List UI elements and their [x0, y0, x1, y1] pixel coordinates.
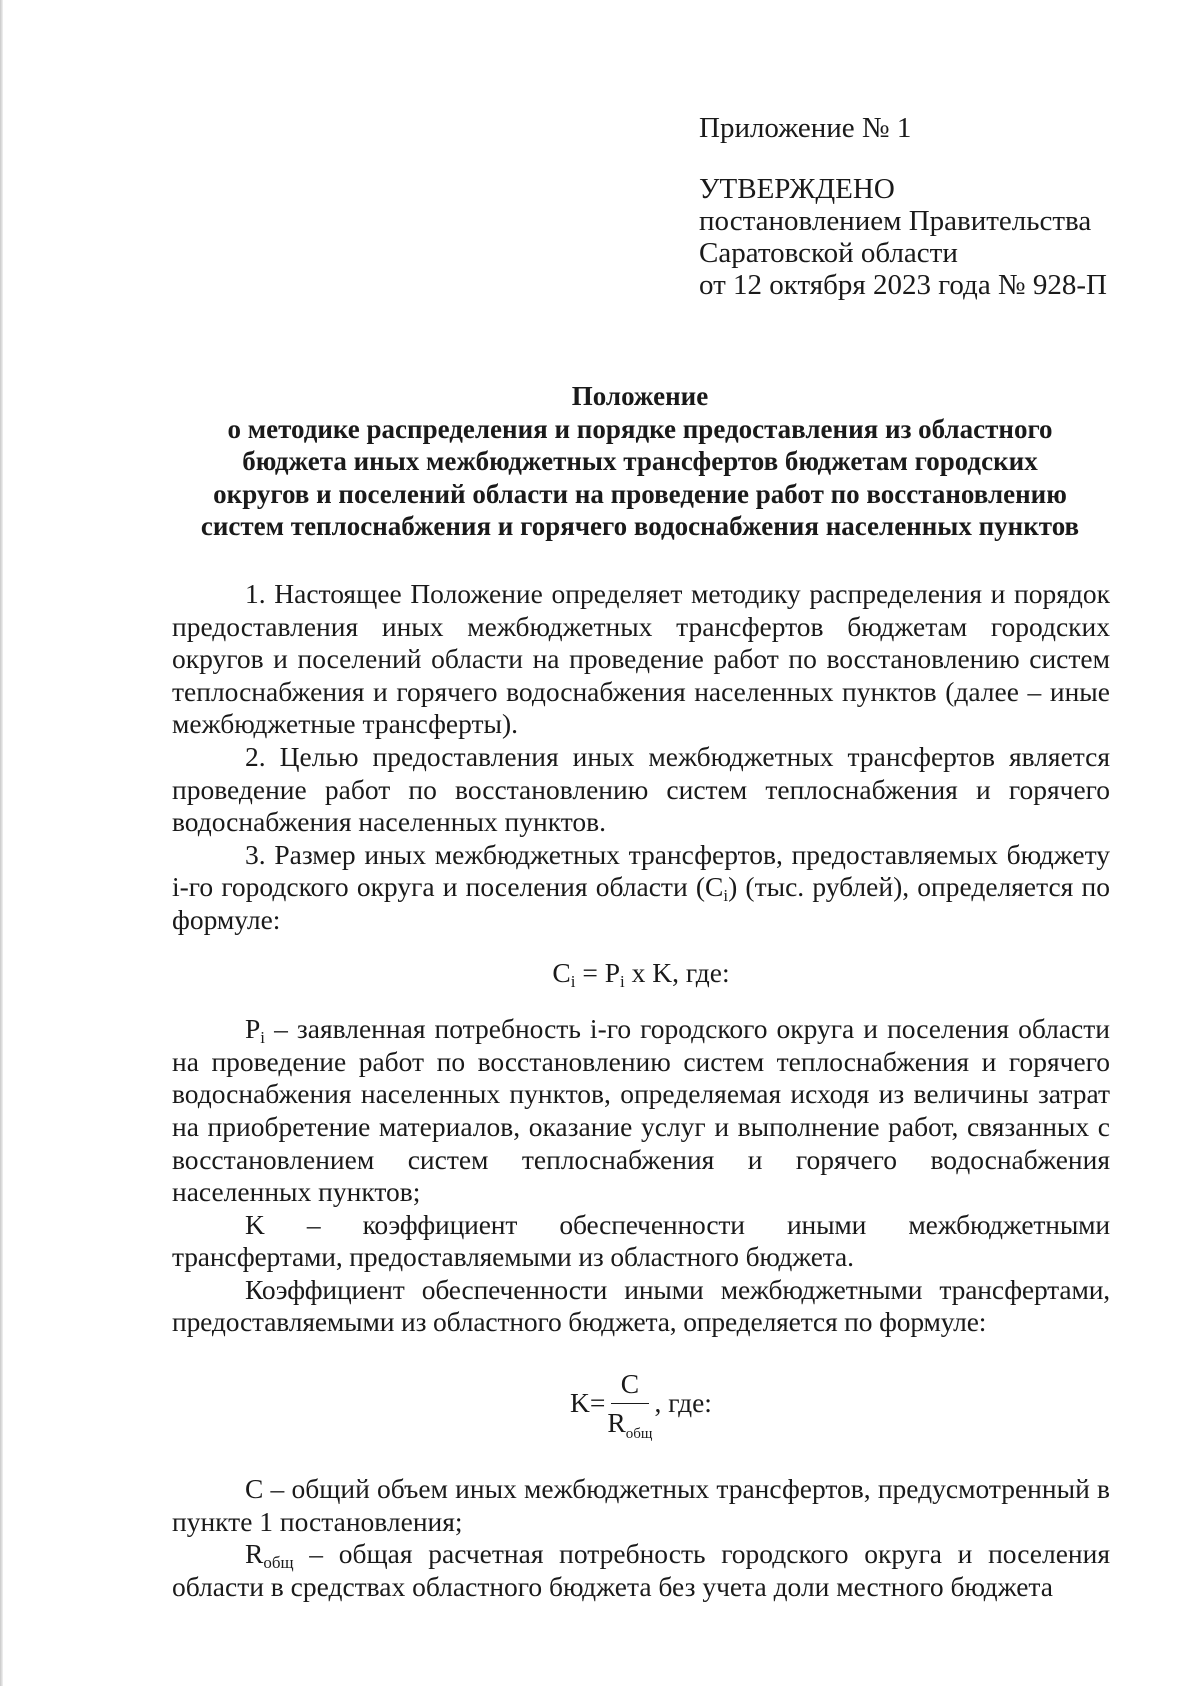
- paragraph-coefficient: Коэффициент обеспеченности иными межбюджетными трансфертами, предоставляемыми из областного бюджета, определяется по формуле:: [172, 1273, 1110, 1338]
- title-line-1: Положение: [571, 381, 709, 411]
- formula-ci-end: x K, где:: [624, 956, 730, 988]
- scan-edge: [0, 0, 3, 1686]
- approval-line-3: от 12 октября 2023 года № 928-П: [699, 269, 1107, 301]
- formula-k-lhs: K=: [570, 1386, 606, 1418]
- appendix-label: Приложение № 1: [699, 112, 912, 144]
- formula-ci-p-sub: i: [620, 971, 625, 991]
- pi-subscript: i: [260, 1028, 266, 1048]
- formula-ci-c-sub: i: [570, 971, 576, 991]
- paragraph-c: C – общий объем иных межбюджетных трансфертов, предусмотренный в пункте 1 постановления;: [172, 1473, 1110, 1537]
- formula-k: [172, 1363, 1110, 1443]
- pi-symbol: P: [245, 1013, 261, 1045]
- paragraph-3-subscript: i: [723, 886, 729, 906]
- paragraph-k: K – коэффициент обеспеченности иными межбюджетными трансфертами, предоставляемыми из областного бюджета.: [172, 1208, 1110, 1273]
- paragraph-3-text-b: ) (тыс. рублей), определяется по формуле:: [172, 871, 1110, 935]
- paragraph-1: 1. Настоящее Положение определяет методику распределения и порядок предоставления иных межбюджетных трансфертов бюджетам городских округов и поселений области на проведение работ по восстановлению систем теплоснабжения и горячего водоснабжения населенных пунктов (далее – иные межбюджетные трансферты).: [172, 578, 1110, 740]
- paragraph-3: [172, 839, 1110, 937]
- title-line-4: округов и поселений области на проведение работ по восстановлению: [213, 478, 1067, 509]
- pi-definition: – заявленная потребность i-го городского округа и поселения области на проведение работ по восстановлению систем теплоснабжения и горячего водоснабжения населенных пунктов, определяемая исходя из величины затрат на приобретение материалов, оказание услуг и выполнение работ, связанных с восстановлением систем теплоснабжения и горячего водоснабжения населенных пунктов;: [172, 1013, 1110, 1208]
- formula-k-denominator: [607, 1404, 653, 1442]
- formula-ci-mid: = P: [575, 956, 621, 988]
- approval-line-2: Саратовской области: [699, 237, 958, 269]
- title-line-5: систем теплоснабжения и горячего водоснабжения населенных пунктов: [200, 511, 1080, 541]
- approval-line-1: постановлением Правительства: [699, 205, 1092, 237]
- document-body: [172, 578, 1110, 1603]
- formula-ci-c: C: [552, 956, 571, 988]
- title-line-2: о методике распределения и порядке предоставления из областного: [227, 413, 1053, 444]
- paragraph-2: 2. Целью предоставления иных межбюджетных трансфертов является проведение работ по восстановлению систем теплоснабжения и горячего водоснабжения населенных пунктов.: [172, 740, 1110, 838]
- formula-k-den-r: R: [607, 1406, 626, 1438]
- paragraph-pi: [172, 1013, 1110, 1209]
- formula-k-end: , где:: [654, 1386, 712, 1418]
- document-title: [170, 380, 1110, 543]
- formula-ci: [172, 957, 1110, 990]
- r-symbol: R: [245, 1538, 264, 1570]
- r-definition: – общая расчетная потребность городского округа и поселения области в средствах областного бюджета без учета доли местного бюджета: [172, 1538, 1110, 1602]
- paragraph-r: [172, 1538, 1110, 1603]
- formula-k-den-sub: общ: [625, 1425, 653, 1442]
- r-subscript: общ: [263, 1553, 294, 1573]
- title-line-3: бюджета иных межбюджетных трансфертов бюджетам городских: [242, 446, 1038, 476]
- formula-k-numerator: C: [611, 1369, 649, 1404]
- approval-stamp-block: [699, 112, 1159, 301]
- formula-k-fraction: [607, 1367, 653, 1442]
- approved-label: УТВЕРЖДЕНО: [699, 173, 895, 205]
- paragraph-3-text-a: 3. Размер иных межбюджетных трансфертов, предоставляемых бюджету i-го городского округа и поселения области (C: [172, 838, 1110, 903]
